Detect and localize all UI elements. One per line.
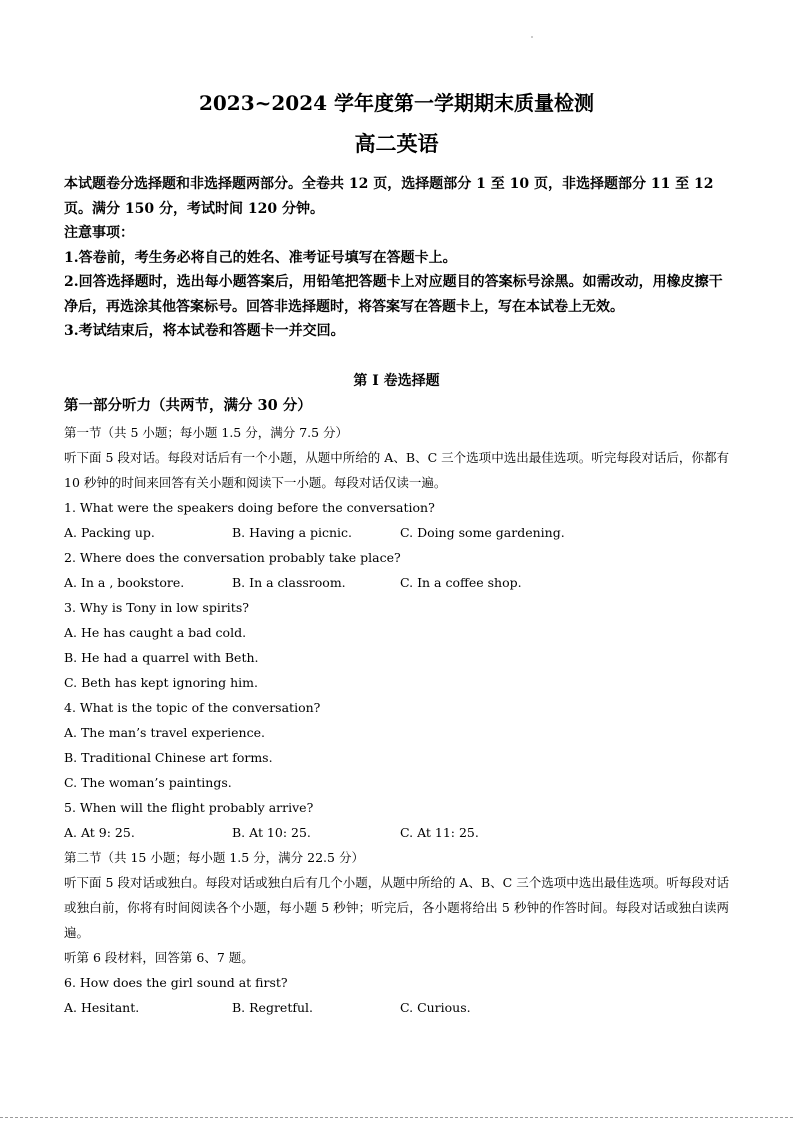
option-c: C. In a coffee shop. (400, 575, 522, 590)
option-a: A. He has caught a bad cold. (64, 625, 247, 640)
question-stem-5: 5. When will the flight probably arrive? (64, 800, 314, 815)
question-stem-6: 6. How does the girl sound at first? (64, 975, 288, 990)
question-options-1 (64, 520, 729, 545)
option-b: B. At 10: 25. (232, 825, 311, 840)
notice-item-2: 2.回答选择题时，选出每小题答案后，用铅笔把答题卡上对应题目的答案标号涂黑。如需改动，用橡皮擦干净后，再选涂其他答案标号。回答非选择题时，将答案写在答题卡上，写在本试卷上无效。 (64, 274, 723, 315)
notice-heading: 注意事项： (64, 225, 134, 241)
option-a: A. In a , bookstore. (64, 575, 185, 590)
part-title: 第一部分听力（共两节，满分 30 分） (64, 397, 312, 414)
question-stem-4: 4. What is the topic of the conversation? (64, 700, 321, 715)
option-c: C. Curious. (400, 1000, 471, 1015)
question-options-5 (64, 820, 729, 845)
option-c: C. The woman’s paintings. (64, 775, 232, 790)
option-a: A. At 9: 25. (64, 825, 135, 840)
option-a: A. The man’s travel experience. (64, 725, 265, 740)
section1-heading: 第一节（共 5 小题；每小题 1.5 分，满分 7.5 分） (64, 425, 349, 440)
question-stem-1: 1. What were the speakers doing before the conversation? (64, 500, 435, 515)
section2-heading: 第二节（共 15 小题；每小题 1.5 分，满分 22.5 分） (64, 850, 364, 865)
question-stem-3: 3. Why is Tony in low spirits? (64, 600, 249, 615)
exam-title: 2023~2024 学年度第一学期期末质量检测 (198, 91, 595, 115)
scan-dot (531, 36, 533, 38)
option-a: A. Packing up. (64, 525, 155, 540)
exam-subject: 高二英语 (354, 131, 439, 156)
question-options-2 (64, 570, 729, 595)
option-b: B. Having a picnic. (232, 525, 353, 540)
section1-instructions: 听下面 5 段对话。每段对话后有一个小题，从题中所给的 A、B、C 三个选项中选出最佳选项。听完每段对话后，你都有 10 秒钟的时间来回答有关小题和阅读下一小题。每段对话仅读一遍。 (64, 450, 729, 490)
notice-item-1: 1.答卷前，考生务必将自己的姓名、准考证号填写在答题卡上。 (64, 249, 457, 266)
notice-item-3: 3.考试结束后，将本试卷和答题卡一并交回。 (64, 323, 345, 339)
section2-instructions: 听下面 5 段对话或独白。每段对话或独白后有几个小题，从题中所给的 A、B、C 三个选项中选出最佳选项。听每段对话或独白前，你将有时间阅读各个小题，每小题 5 秒钟；听完后，各小题将给出 5 秒钟的作答时间。每段对话或独白读两遍。 (64, 875, 729, 940)
option-b: B. Traditional Chinese art forms. (64, 750, 273, 765)
material-note: 听第 6 段材料，回答第 6、7 题。 (64, 950, 254, 965)
option-a: A. Hesitant. (64, 1000, 140, 1015)
question-stem-2: 2. Where does the conversation probably take place? (64, 550, 401, 565)
listening-section (64, 420, 729, 1020)
option-b: B. In a classroom. (232, 575, 346, 590)
option-c: C. Doing some gardening. (400, 525, 565, 540)
option-b: B. He had a quarrel with Beth. (64, 650, 259, 665)
question-options-6 (64, 995, 729, 1020)
intro-description: 本试题卷分选择题和非选择题两部分。全卷共 12 页，选择题部分 1 至 10 页，非选择题部分 11 至 12 页。满分 150 分，考试时间 120 分钟。 (64, 176, 714, 217)
page-bottom-divider (0, 1117, 793, 1118)
option-b: B. Regretful. (232, 1000, 313, 1015)
volume-title: 第 I 卷选择题 (353, 373, 440, 389)
option-c: C. At 11: 25. (400, 825, 479, 840)
exam-intro (64, 172, 729, 344)
option-c: C. Beth has kept ignoring him. (64, 675, 259, 690)
